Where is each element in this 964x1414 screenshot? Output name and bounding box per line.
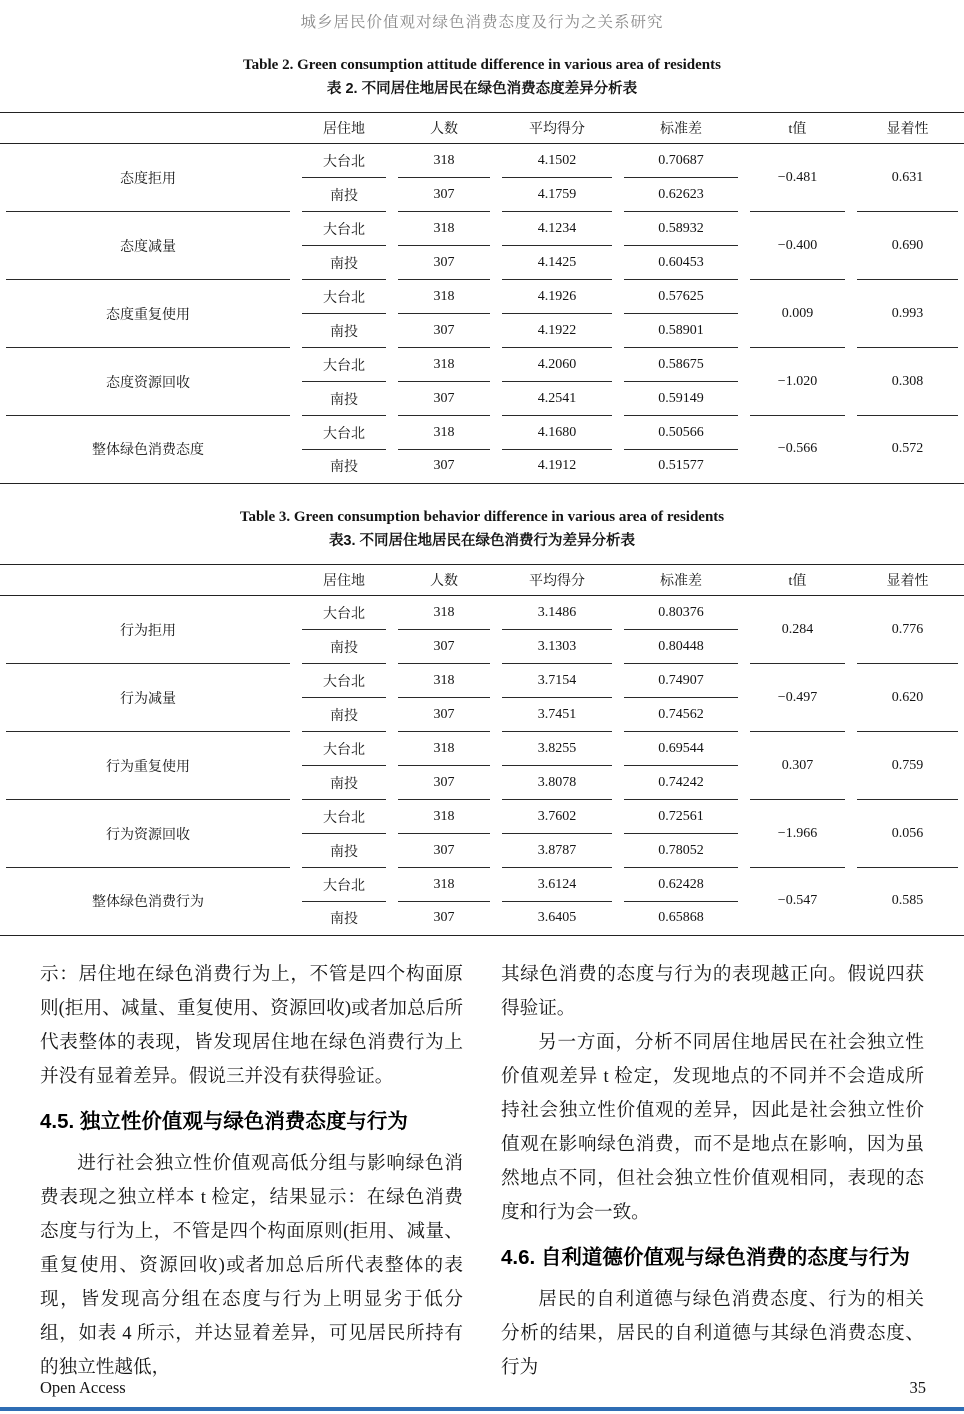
data-cell: 0.51577: [658, 458, 704, 474]
t-value: −0.400: [744, 212, 851, 280]
row-label: 态度减量: [0, 212, 296, 280]
table-row: [0, 416, 964, 450]
t-value: 0.307: [744, 732, 851, 800]
data-cell: 0.74242: [618, 766, 744, 800]
table3-caption-zh: 表3. 不同居住地居民在绿色消费行为差异分析表: [328, 533, 636, 549]
t-value: −0.481: [744, 144, 851, 212]
t-value: 0.009: [744, 280, 851, 348]
row-label: 行为资源回收: [0, 800, 296, 868]
table3-header-row: [0, 565, 964, 596]
data-cell: 0.78052: [618, 834, 744, 868]
table-row: [0, 144, 964, 178]
data-cell: 318: [392, 280, 496, 314]
data-cell: 4.2541: [496, 382, 618, 416]
data-cell: 307: [392, 314, 496, 348]
row-label: 态度重复使用: [0, 280, 296, 348]
data-cell: 307: [392, 766, 496, 800]
data-cell: 4.1234: [496, 212, 618, 246]
col-header-count: 人数: [430, 122, 458, 137]
table2-caption-en: Table 2. Green consumption attitude difference in various area of residents: [243, 57, 721, 73]
data-cell: 大台北: [296, 280, 392, 314]
data-cell: 318: [392, 212, 496, 246]
data-cell: 大台北: [296, 868, 392, 902]
data-cell: 0.58675: [618, 348, 744, 382]
data-cell: 307: [392, 382, 496, 416]
sig-value: 0.690: [851, 212, 964, 280]
col-header-location: 居住地: [323, 574, 365, 589]
data-cell: 318: [392, 144, 496, 178]
data-cell: 大台北: [296, 664, 392, 698]
data-cell: 0.69544: [618, 732, 744, 766]
data-cell: 318: [392, 416, 496, 450]
col-header-location: 居住地: [323, 122, 365, 137]
col-header-t: t值: [788, 122, 807, 137]
data-cell: 0.59149: [618, 382, 744, 416]
data-cell: 4.1759: [496, 178, 618, 212]
data-cell: 318: [392, 348, 496, 382]
data-cell: 0.70687: [618, 144, 744, 178]
running-head: 城乡居民价值观对绿色消费态度及行为之关系研究: [300, 14, 664, 31]
data-cell: 南投: [296, 766, 392, 800]
sig-value: 0.759: [851, 732, 964, 800]
row-label: 态度资源回收: [0, 348, 296, 416]
t-value: −1.966: [744, 800, 851, 868]
table3: [0, 564, 964, 936]
col-header-blank: [0, 565, 296, 596]
data-cell: 4.1680: [496, 416, 618, 450]
paragraph-continuation: 示：居住地在绿色消费行为上，不管是四个构面原则(拒用、减量、重复使用、资源回收)或者加总后所代表整体的表现，皆发现居住地在绿色消费行为上并没有显着差异。假说三并没有获得验证。: [40, 964, 463, 1087]
col-header-count: 人数: [430, 574, 458, 589]
right-column: [501, 958, 924, 1385]
table2-caption-zh: 表 2. 不同居住地居民在绿色消费态度差异分析表: [326, 81, 638, 97]
data-cell: 0.80448: [618, 630, 744, 664]
col-header-sd: 标准差: [660, 122, 702, 137]
table-row: [0, 212, 964, 246]
data-cell: 3.7154: [496, 664, 618, 698]
data-cell: 0.62623: [618, 178, 744, 212]
data-cell: 大台北: [296, 800, 392, 834]
table2-header-row: [0, 113, 964, 144]
data-cell: 3.6405: [537, 910, 577, 926]
data-cell: 4.1926: [496, 280, 618, 314]
col-header-sd: 标准差: [660, 574, 702, 589]
data-cell: 3.1303: [496, 630, 618, 664]
t-value: 0.284: [744, 596, 851, 664]
data-cell: 南投: [296, 834, 392, 868]
table-row: [0, 732, 964, 766]
table-row: [0, 348, 964, 382]
table3-body: [0, 596, 964, 936]
data-cell: 318: [392, 732, 496, 766]
footer-rule: [0, 1407, 964, 1411]
data-cell: 0.80376: [618, 596, 744, 630]
footer: [40, 1378, 926, 1398]
data-cell: 0.58901: [618, 314, 744, 348]
col-header-blank: [0, 113, 296, 144]
col-header-sig: 显着性: [886, 574, 929, 589]
table3-caption-en: Table 3. Green consumption behavior difference in various area of residents: [239, 509, 725, 525]
data-cell: 南投: [330, 460, 358, 476]
row-label: 整体绿色消费行为: [92, 895, 204, 911]
data-cell: 0.60453: [618, 246, 744, 280]
data-cell: 大台北: [296, 416, 392, 450]
data-cell: 南投: [296, 698, 392, 732]
data-cell: 大台北: [296, 144, 392, 178]
data-cell: 3.8255: [496, 732, 618, 766]
data-cell: 南投: [330, 912, 358, 928]
data-cell: 307: [392, 630, 496, 664]
table2-body: [0, 144, 964, 484]
table-row: [0, 596, 964, 630]
row-label: 行为减量: [0, 664, 296, 732]
col-header-t: t值: [788, 574, 807, 589]
data-cell: 大台北: [296, 348, 392, 382]
sig-value: 0.993: [851, 280, 964, 348]
data-cell: 3.8787: [496, 834, 618, 868]
table2: [0, 112, 964, 484]
data-cell: 4.2060: [496, 348, 618, 382]
data-cell: 318: [392, 868, 496, 902]
data-cell: 0.50566: [618, 416, 744, 450]
t-value: −0.566: [777, 441, 818, 457]
data-cell: 307: [392, 178, 496, 212]
data-cell: 318: [392, 800, 496, 834]
data-cell: 大台北: [296, 732, 392, 766]
section-heading-4-6: 4.6. 自利道德价值观与绿色消费的态度与行为: [501, 1246, 910, 1269]
t-value: −1.020: [744, 348, 851, 416]
paragraph: 居民的自利道德与绿色消费态度、行为的相关分析的结果，居民的自利道德与其绿色消费态度、行为: [501, 1289, 924, 1378]
data-cell: 0.74907: [618, 664, 744, 698]
sig-value: 0.620: [851, 664, 964, 732]
sig-value: 0.776: [851, 596, 964, 664]
paragraph: 进行社会独立性价值观高低分组与影响绿色消费表现之独立样本 t 检定，结果显示：在绿色消费态度与行为上，不管是四个构面原则(拒用、减量、重复使用、资源回收)或者加总后所代表整体的表现，皆发现高分组在态度与行为上明显劣于低分组，如表 4 所示，并达显着差异，可见居民所持有的独立性越低，: [40, 1153, 463, 1378]
table-row: [0, 800, 964, 834]
col-header-mean: 平均得分: [529, 574, 585, 589]
data-cell: 307: [392, 246, 496, 280]
table-row: [0, 664, 964, 698]
section-heading-4-5: 4.5. 独立性价值观与绿色消费态度与行为: [40, 1110, 408, 1133]
data-cell: 3.1486: [496, 596, 618, 630]
data-cell: 0.58932: [618, 212, 744, 246]
sig-value: 0.056: [851, 800, 964, 868]
data-cell: 南投: [296, 246, 392, 280]
table-row: [0, 280, 964, 314]
data-cell: 大台北: [296, 596, 392, 630]
t-value: −0.497: [744, 664, 851, 732]
data-cell: 4.1912: [537, 458, 577, 474]
data-cell: 4.1922: [496, 314, 618, 348]
data-cell: 0.62428: [618, 868, 744, 902]
paragraph-continuation: 其绿色消费的态度与行为的表现越正向。假说四获得验证。: [501, 964, 924, 1019]
body-text: [0, 958, 964, 1385]
data-cell: 307: [433, 910, 455, 926]
data-cell: 0.72561: [618, 800, 744, 834]
sig-value: 0.308: [851, 348, 964, 416]
footer-page-number: 35: [909, 1378, 926, 1397]
table-row: [0, 868, 964, 902]
footer-open-access: Open Access: [40, 1378, 126, 1397]
col-header-sig: 显着性: [886, 122, 929, 137]
paragraph: 另一方面，分析不同居住地居民在社会独立性价值观差异 t 检定，发现地点的不同并不会造成所持社会独立性价值观的差异，因此是社会独立性价值观在影响绿色消费，而不是地点在影响，因为虽然地点不同，但社会独立性价值观相同，表现的态度和行为会一致。: [501, 1032, 924, 1223]
data-cell: 0.74562: [618, 698, 744, 732]
data-cell: 南投: [296, 382, 392, 416]
col-header-mean: 平均得分: [529, 122, 585, 137]
sig-value: 0.631: [851, 144, 964, 212]
data-cell: 307: [392, 834, 496, 868]
sig-value: 0.585: [891, 893, 924, 909]
row-label: 行为重复使用: [0, 732, 296, 800]
data-cell: 307: [433, 458, 455, 474]
t-value: −0.547: [777, 893, 818, 909]
data-cell: 3.6124: [496, 868, 618, 902]
data-cell: 4.1425: [496, 246, 618, 280]
data-cell: 318: [392, 596, 496, 630]
data-cell: 3.8078: [496, 766, 618, 800]
data-cell: 3.7451: [496, 698, 618, 732]
sig-value: 0.572: [891, 441, 924, 457]
data-cell: 318: [392, 664, 496, 698]
row-label: 行为拒用: [0, 596, 296, 664]
data-cell: 南投: [296, 314, 392, 348]
row-label: 整体绿色消费态度: [92, 443, 204, 459]
data-cell: 3.7602: [496, 800, 618, 834]
data-cell: 南投: [296, 630, 392, 664]
left-column: [40, 958, 463, 1385]
data-cell: 南投: [296, 178, 392, 212]
data-cell: 4.1502: [496, 144, 618, 178]
data-cell: 307: [392, 698, 496, 732]
data-cell: 0.65868: [658, 910, 704, 926]
data-cell: 大台北: [296, 212, 392, 246]
row-label: 态度拒用: [0, 144, 296, 212]
data-cell: 0.57625: [618, 280, 744, 314]
